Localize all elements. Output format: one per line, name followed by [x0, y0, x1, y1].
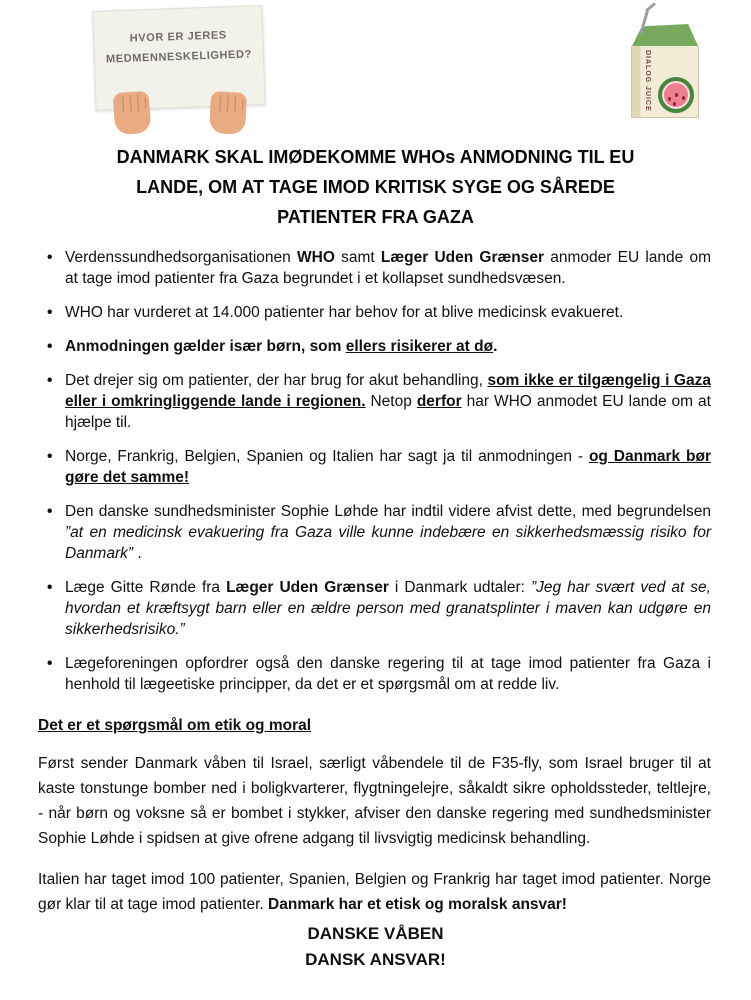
- header-graphics: [0, 0, 751, 134]
- bullet-item-minister-refusal: • Den danske sundhedsminister Sophie Løhde har indtil videre afvist dette, med begrundelsen ”at en medicinsk evakuering fra Gaza ville kunne indebære en sikkerhedsmæssig risiko for Danmark” .: [38, 501, 711, 564]
- bullet-item-countries-yes: • Norge, Frankrig, Belgien, Spanien og Italien har sagt ja til anmodningen - og Danmark bør gøre det samme!: [38, 446, 711, 488]
- paragraph-responsibility: Italien har taget imod 100 patienter, Spanien, Belgien og Frankrig har taget imod patienter. Norge gør klar til at tage imod patienter. Danmark har et etisk og moralsk ansvar!: [38, 871, 711, 913]
- page-title: [46, 142, 706, 232]
- sign-text-line1: HVOR ER JERES: [129, 29, 227, 45]
- bullet-item-doctor-quote: • Læge Gitte Rønde fra Læger Uden Grænser i Danmark udtaler: ”Jeg har svært ved at se, hvordan et kræftsygt barn eller en ældre person med granatsplinter i maven kan udgøre en sikkerhedsrisiko.”: [38, 577, 711, 640]
- sign-text-line2: MEDMENNESKELIGHED?: [105, 48, 253, 66]
- juice-carton-graphic: [629, 16, 701, 120]
- footer-slogan-line1: DANSKE VÅBEN: [307, 924, 444, 943]
- paragraph-weapons: Først sender Danmark våben til Israel, særligt våbendele til de F35-fly, som Israel bruger til at kaste tonstunge bomber ned i boligkvarterer, flygtningelejre, såkaldt sikre opholdssteder, teltlejre, - når børn og voksne så er bombet i stykker, afviser den danske regering med sundhedsminister Sophie Løhde i spidsen at give ofrene adgang til livsvigtig medicinsk behandling.: [38, 755, 711, 847]
- juice-carton-body: [631, 46, 699, 118]
- page-title-line1: DANMARK SKAL IMØDEKOMME WHOs ANMODNING TIL EU: [116, 147, 635, 167]
- left-hand-icon: [113, 91, 152, 135]
- bullet-list: [38, 247, 711, 695]
- right-hand-icon: [209, 91, 247, 135]
- footer-slogan: [0, 921, 751, 973]
- bullet-item-acute-treatment: • Det drejer sig om patienter, der har brug for akut behandling, som ikke er tilgængelig i Gaza eller i omkringliggende lande i regionen. Netop derfor har WHO anmodet EU lande om at hjælpe til.: [38, 370, 711, 433]
- footer-slogan-line2: DANSK ANSVAR!: [305, 950, 446, 969]
- protest-sign-graphic: [88, 4, 278, 134]
- page-title-line3: PATIENTER FRA GAZA: [277, 207, 474, 227]
- juice-label: DIALOG JUICE: [644, 50, 651, 112]
- bullet-item-14000-patients: • WHO har vurderet at 14.000 patienter har behov for at blive medicinsk evakueret.: [38, 302, 711, 323]
- bullet-item-medical-association: • Lægeforeningen opfordrer også den danske regering til at tage imod patienter fra Gaza i henhold til lægeetiske principper, da det er et spørgsmål om at redde liv.: [38, 653, 711, 695]
- watermelon-icon: [658, 77, 694, 113]
- page-title-line2: LANDE, OM AT TAGE IMOD KRITISK SYGE OG SÅREDE: [136, 177, 615, 197]
- bullet-item-children: • Anmodningen gælder især børn, som ellers risikerer at dø.: [38, 336, 711, 357]
- bullet-item-who-request: • Verdenssundhedsorganisationen WHO samt Læger Uden Grænser anmoder EU lande om at tage imod patienter fra Gaza begrundet i et kollapset sundhedsvæsen.: [38, 247, 711, 289]
- section-heading-ethics: Det er et spørgsmål om etik og moral: [38, 717, 312, 734]
